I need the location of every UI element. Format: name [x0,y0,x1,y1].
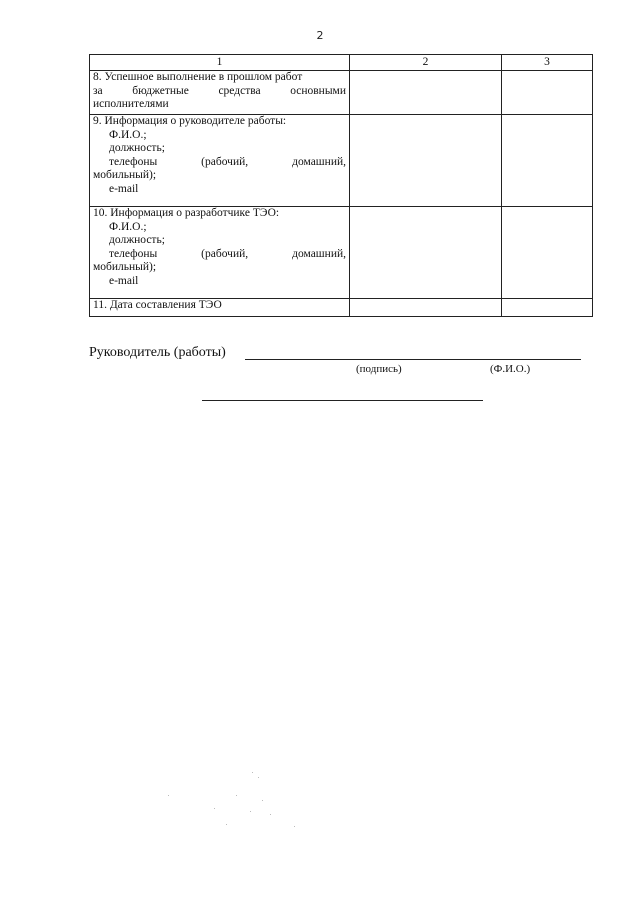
signature-line[interactable] [245,359,581,360]
row9-title: 9. Информация о руководителе работы: [93,115,287,127]
header-cell-2: 2 [350,55,502,71]
row9-fio: Ф.И.О.; [109,128,147,141]
row11-label-cell: 11. Дата составления ТЭО [90,299,350,317]
row10-label-cell [90,207,350,299]
fio-caption: (Ф.И.О.) [490,363,531,375]
table-header-row [90,55,593,71]
row8-line3: исполнителями [93,98,169,110]
row10-cell-3[interactable] [502,207,593,299]
row8-line2: за бюджетные средства основными [93,84,346,97]
row10-fio: Ф.И.О.; [109,220,147,233]
row11-cell-3[interactable] [502,299,593,317]
table-row [90,207,593,299]
row9-position: должность; [109,142,165,154]
row8-label-cell [90,71,350,115]
table-row [90,115,593,207]
header-cell-3: 3 [502,55,593,71]
row9-cell-3[interactable] [502,115,593,207]
row9-email: e-mail [109,182,139,195]
row8-cell-3[interactable] [502,71,593,115]
signature-label: Руководитель (работы) [89,345,226,360]
row10-position: должность; [109,234,165,246]
underline [202,400,483,401]
row10-phones-line1: телефоны (рабочий, домашний, [109,247,346,260]
table-row [90,299,593,317]
row10-title: 10. Информация о разработчике ТЭО: [93,207,280,219]
signature-caption: (подпись) [356,363,402,375]
table-row [90,71,593,115]
row8-cell-2[interactable] [350,71,502,115]
row10-email: e-mail [109,274,139,287]
row11-cell-2[interactable] [350,299,502,317]
row9-label-cell [90,115,350,207]
row10-phones-line2: мобильный); [93,261,157,273]
row9-phones-line1: телефоны (рабочий, домашний, [109,155,346,168]
page-number: 2 [316,29,324,42]
teo-table [89,54,593,317]
row8-line1: 8. Успешное выполнение в прошлом работ [93,71,303,83]
row9-phones-line2: мобильный); [93,169,157,181]
header-cell-1: 1 [90,55,350,71]
row9-cell-2[interactable] [350,115,502,207]
row10-cell-2[interactable] [350,207,502,299]
